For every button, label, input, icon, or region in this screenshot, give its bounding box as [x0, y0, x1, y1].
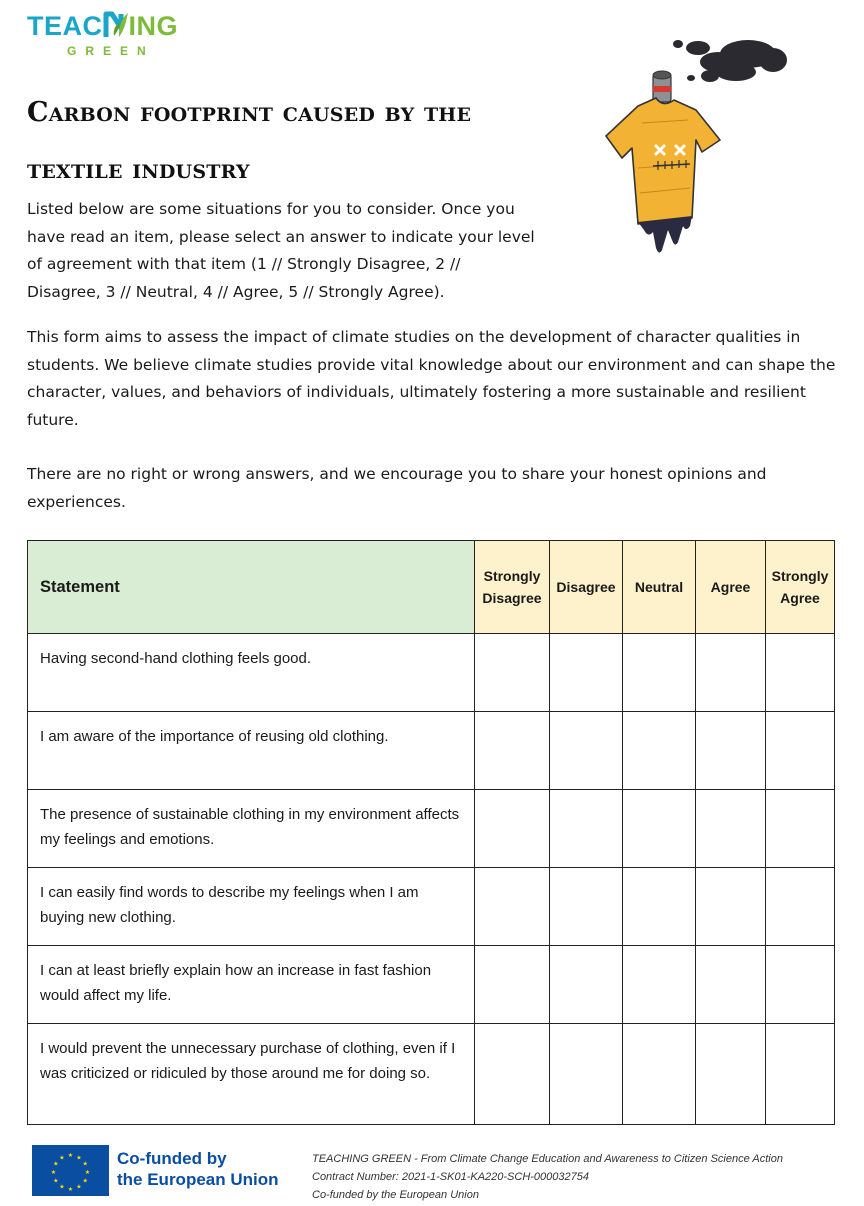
answer-cell-neutral[interactable]: [623, 712, 696, 790]
svg-text:★: ★: [50, 1169, 57, 1176]
answer-cell-agree[interactable]: [696, 790, 766, 868]
table-row: [28, 868, 835, 946]
answer-cell-disagree[interactable]: [550, 712, 623, 790]
instructions-text: Listed below are some situations for you to consider. Once you have read an item, please select an answer to indicate your level of agreement with that item (1 // Strongly Disagree, 2 // Disagree, 3 // Neutral, 4 // Agree, 5 // Strongly Agree).: [27, 200, 535, 301]
answer-cell-disagree[interactable]: [550, 634, 623, 712]
answer-cell-agree[interactable]: [696, 1024, 766, 1125]
answer-cell-agree[interactable]: [696, 868, 766, 946]
answer-cell-disagree[interactable]: [550, 1024, 623, 1125]
table-row: [28, 712, 835, 790]
svg-text:★: ★: [59, 1183, 65, 1191]
answer-cell-strongly-agree[interactable]: [766, 868, 835, 946]
logo-wordmark: [27, 10, 178, 42]
option-header-agree: Agree: [696, 541, 766, 634]
svg-text:★: ★: [76, 1154, 82, 1162]
answer-cell-strongly-agree[interactable]: [766, 790, 835, 868]
answer-cell-agree[interactable]: [696, 712, 766, 790]
answer-cell-neutral[interactable]: [623, 946, 696, 1024]
table-row: [28, 1024, 835, 1125]
svg-text:★: ★: [82, 1160, 88, 1168]
contract-number: Contract Number: 2021-1-SK01-KA220-SCH-000032754: [312, 1171, 589, 1183]
logo-word-end: ING: [128, 11, 179, 41]
answer-cell-disagree[interactable]: [550, 946, 623, 1024]
answer-cell-strongly-agree[interactable]: [766, 1024, 835, 1125]
answer-cell-strongly-disagree[interactable]: [475, 1024, 550, 1125]
table-row: [28, 634, 835, 712]
encouragement-paragraph: There are no right or wrong answers, and we encourage you to share your honest opinions and experiences.: [27, 465, 767, 511]
statement-cell: Having second-hand clothing feels good.: [28, 634, 475, 712]
answer-cell-strongly-disagree[interactable]: [475, 790, 550, 868]
answer-cell-neutral[interactable]: [623, 868, 696, 946]
eu-flag-icon: [32, 1145, 109, 1196]
option-header-disagree: Disagree: [550, 541, 623, 634]
svg-text:★: ★: [67, 1152, 74, 1159]
answer-cell-disagree[interactable]: [550, 868, 623, 946]
eu-label-line2: the European Union: [117, 1170, 279, 1189]
svg-text:★: ★: [67, 1186, 74, 1193]
svg-text:★: ★: [82, 1177, 88, 1185]
answer-cell-strongly-disagree[interactable]: [475, 868, 550, 946]
answer-cell-strongly-disagree[interactable]: [475, 712, 550, 790]
agreement-survey-table: [27, 540, 835, 1125]
statement-cell: I would prevent the unnecessary purchase of clothing, even if I was criticized or ridiculed by those around me for doing so.: [28, 1024, 475, 1125]
answer-cell-strongly-disagree[interactable]: [475, 634, 550, 712]
table-header-row: [28, 541, 835, 634]
eu-label-line1: Co-funded by: [117, 1149, 227, 1168]
purpose-paragraph: This form aims to assess the impact of climate studies on the development of character qualities in students. We believe climate studies provide vital knowledge about our environment and can shape the character, values, and behaviors of individuals, ultimately fostering a more sustainable and resilient future.: [27, 328, 836, 429]
svg-text:★: ★: [53, 1160, 59, 1168]
logo-subtitle: GREEN: [67, 44, 155, 58]
table-row: [28, 946, 835, 1024]
answer-cell-neutral[interactable]: [623, 790, 696, 868]
answer-cell-disagree[interactable]: [550, 790, 623, 868]
svg-text:★: ★: [59, 1154, 65, 1162]
polluting-tshirt-chimney-illustration: [598, 28, 788, 256]
statement-column-header: Statement: [28, 541, 475, 634]
project-info: [312, 1150, 783, 1204]
option-header-strongly-agree: Strongly Agree: [766, 541, 835, 634]
teaching-green-logo: [27, 10, 207, 62]
page-title: Carbon footprint caused by the textile industry: [27, 97, 472, 185]
logo-word-start: TEAC: [27, 11, 103, 41]
svg-text:★: ★: [84, 1169, 91, 1176]
answer-cell-strongly-disagree[interactable]: [475, 946, 550, 1024]
answer-cell-neutral[interactable]: [623, 1024, 696, 1125]
answer-cell-neutral[interactable]: [623, 634, 696, 712]
leaf-n-icon: [103, 11, 129, 39]
answer-cell-agree[interactable]: [696, 946, 766, 1024]
table-row: [28, 790, 835, 868]
answer-cell-strongly-agree[interactable]: [766, 946, 835, 1024]
option-header-neutral: Neutral: [623, 541, 696, 634]
answer-cell-agree[interactable]: [696, 634, 766, 712]
eu-cofunded-label: [117, 1148, 279, 1190]
statement-cell: I am aware of the importance of reusing old clothing.: [28, 712, 475, 790]
option-header-strongly-disagree: Strongly Disagree: [475, 541, 550, 634]
statement-cell: I can at least briefly explain how an increase in fast fashion would affect my life.: [28, 946, 475, 1024]
svg-text:★: ★: [53, 1177, 59, 1185]
statement-cell: I can easily find words to describe my feelings when I am buying new clothing.: [28, 868, 475, 946]
answer-cell-strongly-agree[interactable]: [766, 712, 835, 790]
cofunded-note: Co-funded by the European Union: [312, 1189, 479, 1201]
answer-cell-strongly-agree[interactable]: [766, 634, 835, 712]
statement-cell: The presence of sustainable clothing in my environment affects my feelings and emotions.: [28, 790, 475, 868]
svg-text:★: ★: [76, 1183, 82, 1191]
project-name: TEACHING GREEN - From Climate Change Education and Awareness to Citizen Science Action: [312, 1153, 783, 1165]
